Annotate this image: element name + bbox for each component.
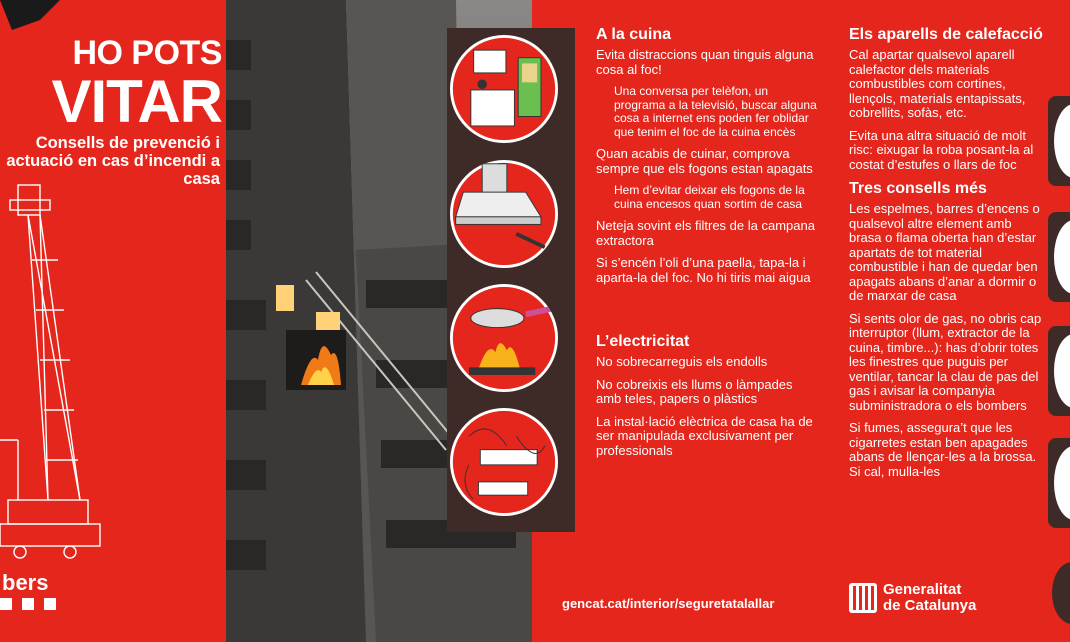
side-icon-tab-2: [1048, 212, 1070, 302]
tips-heading: Tres consells més: [849, 180, 987, 197]
brand-squares-icon: [0, 598, 56, 610]
side-icon-tab-3: [1048, 326, 1070, 416]
gencat-name: [883, 582, 976, 614]
heating-tips-column: [849, 26, 1045, 487]
extra-tip-3: Si fumes, assegura’t que les cigarretes estan ben apagades abans de llençar-les a la brossa. Si cal, mulla-les: [849, 420, 1037, 479]
kitchen-tip-2-note: Hem d’evitar deixar els fogons de la cuina encesos quan sortim de casa: [614, 183, 805, 211]
kitchen-tip-4: Si s’encén l’oli d’una paella, tapa-la i aparta-la del foc. No hi tiris mai aigua: [596, 255, 811, 285]
heating-tip-2: Evita una altra situació de molt risc: eixugar la roba posant-la al costat d’estufes o llars de foc: [849, 127, 1034, 172]
side-icon-tab-1: [1048, 96, 1070, 186]
electricity-tip-3: La instal·lació elèctrica de casa ha de ser manipulada exclusivament per professionals: [596, 413, 813, 458]
kitchen-tip-2: Quan acabis de cuinar, comprova sempre que els fogons estan apagats: [596, 146, 813, 176]
gencat-line-2: de Catalunya: [883, 597, 977, 614]
power-strip-icon: [447, 405, 561, 519]
pan-fire-icon: [447, 281, 561, 395]
kitchen-tip-1-note: Una conversa per telèfon, un programa a la televisió, buscar alguna cosa a internet ens poden fer oblidar que tenim el foc de la cuina encès: [614, 84, 817, 139]
headline-line-1: HO POTS: [72, 34, 222, 72]
electricity-tip-2: No cobreixis els llums o làmpades amb teles, papers o plàstics: [596, 376, 793, 406]
headline-line-2: VITAR: [51, 68, 222, 135]
electricity-tip-1: No sobrecarreguis els endolls: [596, 354, 768, 369]
extra-tip-1: Les espelmes, barres d’encens o qualsevol altre element amb brasa o flama oberta han d’estar apartats de tot material combustible i han de quedar ben apagats abans d’anar a dormir o de marxar de casa: [849, 201, 1040, 303]
cover-subtitle: Consells de prevenció i actuació en cas d’incendi a casa: [6, 134, 220, 189]
kitchen-icon: [447, 32, 561, 146]
side-icon-tab-4: [1048, 438, 1070, 528]
electricity-heading: L’electricitat: [596, 333, 690, 350]
gencat-line-1: Generalitat: [883, 581, 962, 598]
kitchen-electricity-column: [596, 26, 818, 466]
bottom-badge: [1052, 562, 1070, 624]
gencat-logo-icon: [849, 583, 877, 613]
headline: [0, 34, 222, 135]
heating-heading: Els aparells de calefacció: [849, 26, 1043, 43]
kitchen-heading: A la cuina: [596, 26, 671, 43]
kitchen-tip-3: Neteja sovint els filtres de la campana extractora: [596, 218, 815, 248]
footer-url[interactable]: gencat.cat/interior/seguretatalallar: [562, 596, 775, 611]
gencat-logo: [849, 582, 976, 614]
extra-tip-2: Si sents olor de gas, no obris cap interruptor (llum, extractor de la cuina, timbre...): has d’obrir totes les finestres que puguis per ventilar, tancar la clau de pas del gas i avisar la companyia subministradora o els bombers: [849, 310, 1042, 413]
heating-tip-1: Cal apartar qualsevol aparell calefactor dels materials combustibles com cortines, llençols, materials entapissats, cobrellits, sofàs, etc.: [849, 47, 1026, 120]
bombers-brand: bers: [2, 570, 49, 595]
kitchen-tip-1: Evita distraccions quan tinguis alguna cosa al foc!: [596, 47, 814, 77]
cover-panel: [0, 0, 226, 642]
extractor-hood-icon: [447, 157, 561, 271]
